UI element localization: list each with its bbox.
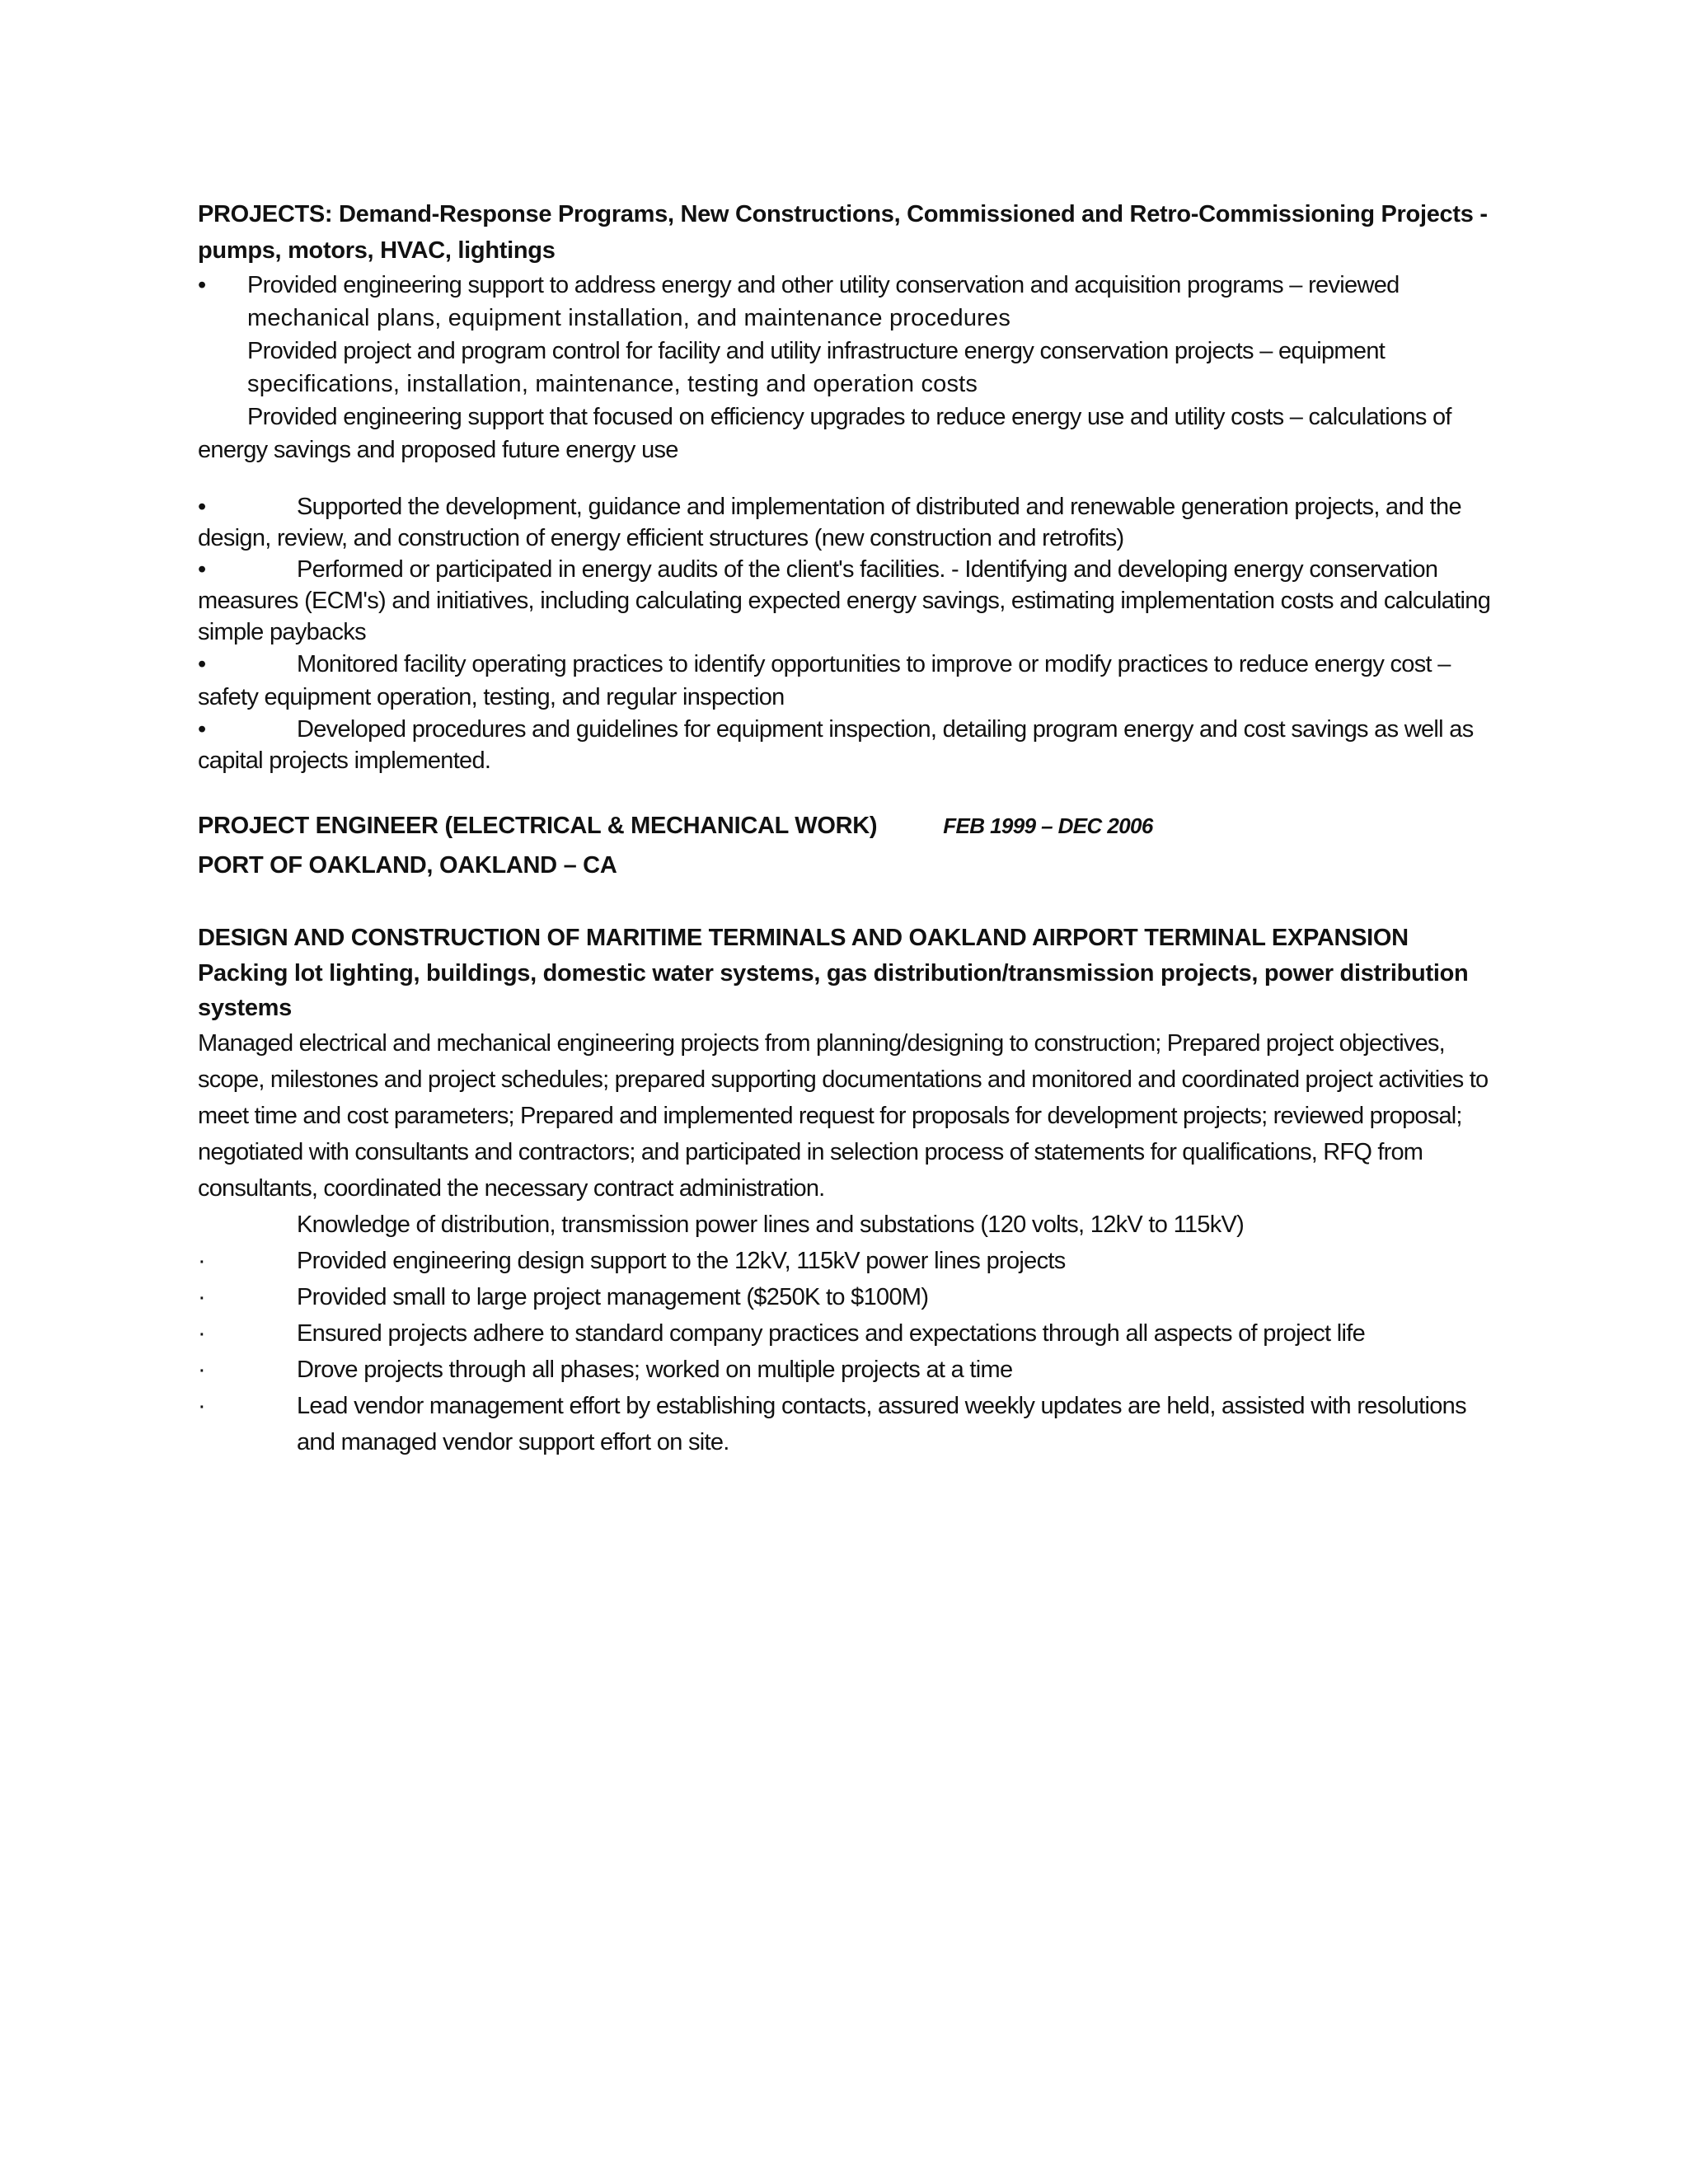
- list-item-text: Ensured projects adhere to standard company practices and expectations through all aspects of project life: [297, 1320, 1366, 1347]
- list-item-text: Performed or participated in energy audits of the client's facilities. - Identifying and developing energy conservation measures (ECM's) and initiatives, including calculating expected energy savings, estimating implementation costs and calculating simple paybacks: [198, 556, 1491, 645]
- projects-item-2-continuation: specifications, installation, maintenance, testing and operation costs: [247, 371, 978, 397]
- design-subheading: Packing lot lighting, buildings, domestic water systems, gas distribution/transmission projects, power distribution systems: [198, 960, 1469, 1021]
- bullet-mark: ·: [198, 1284, 205, 1310]
- list-item-text: Provided small to large project management ($250K to $100M): [297, 1284, 929, 1310]
- projects-item-1-line: Provided engineering support to address energy and other utility conservation and acquisition programs – reviewed: [247, 272, 1400, 298]
- list-item: [198, 554, 1492, 648]
- list-item: [198, 1243, 1492, 1279]
- bullet-mark: ·: [198, 1357, 205, 1383]
- list-item: [198, 648, 1492, 714]
- list-item-text: Developed procedures and guidelines for equipment inspection, detailing program energy and cost savings as well as capital projects implemented.: [198, 716, 1474, 774]
- employer: PORT OF OAKLAND, OAKLAND – CA: [198, 852, 617, 879]
- list-item-text: Drove projects through all phases; worked on multiple projects at a time: [297, 1357, 1013, 1383]
- list-item-text: Monitored facility operating practices to identify opportunities to improve or modify practices to reduce energy cost – safety equipment operation, testing, and regular inspection: [198, 651, 1451, 710]
- bullet-mark: •: [198, 494, 206, 520]
- knowledge-line: Knowledge of distribution, transmission power lines and substations (120 volts, 12kV to 115kV): [297, 1212, 1245, 1238]
- bullet-mark: ·: [198, 1393, 205, 1419]
- list-item: [198, 491, 1492, 554]
- list-item: [198, 1279, 1492, 1315]
- bullet-mark: •: [198, 651, 206, 677]
- bullet-mark: ·: [198, 1320, 205, 1347]
- bullet-mark: •: [198, 272, 206, 298]
- job-dates: FEB 1999 – DEC 2006: [943, 813, 1153, 838]
- projects-item-1-continuation: mechanical plans, equipment installation, and maintenance procedures: [247, 305, 1011, 331]
- list-item: [198, 1315, 1492, 1352]
- design-heading: DESIGN AND CONSTRUCTION OF MARITIME TERMINALS AND OAKLAND AIRPORT TERMINAL EXPANSION: [198, 925, 1409, 951]
- projects-heading: PROJECTS: Demand-Response Programs, New Constructions, Commissioned and Retro-Commissioning Projects - pumps, motors, HVAC, lightings: [198, 201, 1488, 264]
- job-title-row: [198, 808, 1492, 844]
- document-body: [198, 196, 1492, 1460]
- projects-item-1-text: [247, 269, 1492, 401]
- projects-item-3: [198, 401, 1492, 466]
- list-item-text: Lead vendor management effort by establishing contacts, assured weekly updates are held, assisted with resolutions and managed vendor support effort on site.: [297, 1393, 1466, 1455]
- bullet-list: [198, 491, 1492, 776]
- bullet-mark: ·: [198, 1248, 205, 1274]
- projects-item-1: [198, 269, 1492, 401]
- bullet-mark: •: [198, 716, 206, 743]
- list-item: [198, 714, 1492, 776]
- projects-item-2-line: Provided project and program control for facility and utility infrastructure energy conservation projects – equipment: [247, 338, 1386, 364]
- list-item: [198, 1388, 1492, 1460]
- projects-item-3-text: Provided engineering support that focused on efficiency upgrades to reduce energy use and utility costs – calculations of energy savings and proposed future energy use: [198, 404, 1451, 463]
- bullet-mark: •: [198, 556, 206, 583]
- list-item-text: Provided engineering design support to the 12kV, 115kV power lines projects: [297, 1248, 1066, 1274]
- job-title: PROJECT ENGINEER (ELECTRICAL & MECHANICAL WORK): [198, 813, 878, 839]
- list-item: [198, 1352, 1492, 1388]
- design-paragraph: Managed electrical and mechanical engineering projects from planning/designing to construction; Prepared project objectives, scope, milestones and project schedules; prepared supporting documentations and monitored and coordinated project activities to meet time and cost parameters; Prepared and implemented request for proposals for development projects; reviewed proposal; negotiated with consultants and contractors; and participated in selection process of statements for qualifications, RFQ from consultants, coordinated the necessary contract administration.: [198, 1030, 1489, 1202]
- design-list: [198, 1243, 1492, 1460]
- list-item-text: Supported the development, guidance and implementation of distributed and renewable generation projects, and the design, review, and construction of energy efficient structures (new construction and retrofits): [198, 494, 1461, 551]
